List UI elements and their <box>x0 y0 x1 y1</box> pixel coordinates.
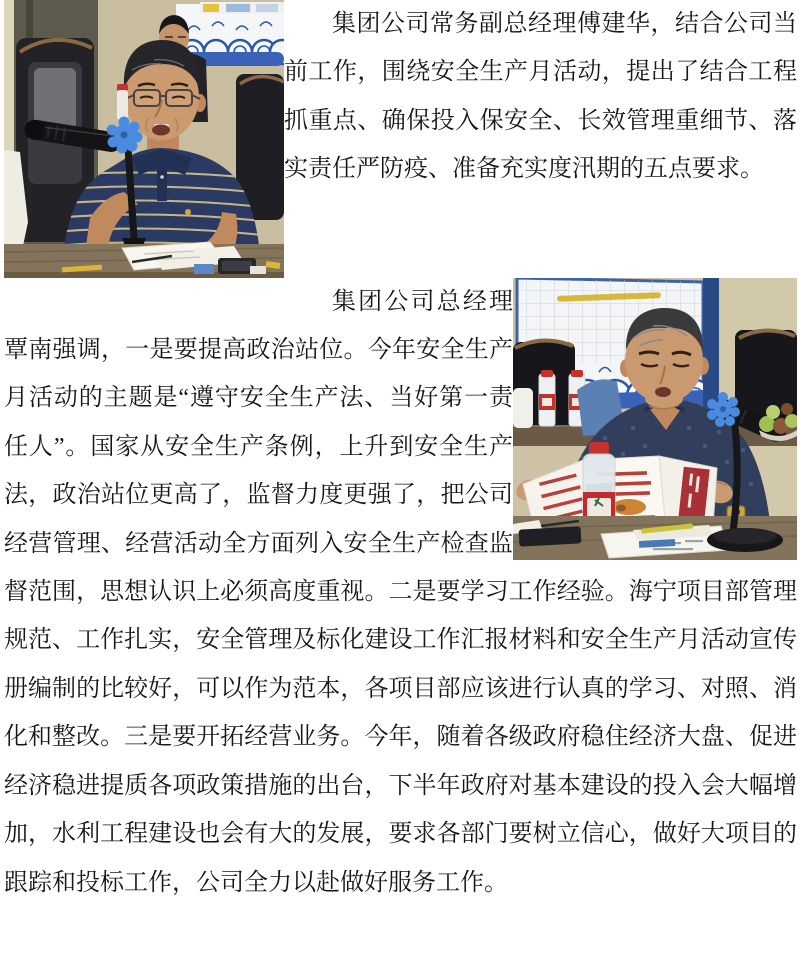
meeting-photo-2-image <box>513 278 797 560</box>
conference-desk <box>4 242 284 278</box>
meeting-photo-1-image <box>4 0 284 278</box>
kettle <box>513 388 533 428</box>
photo-speaker-1 <box>4 0 284 278</box>
paragraph-deputy-gm-remarks: 集团公司常务副总经理傅建华，结合公司当前工作，围绕安全生产月活动，提出了结合工程抓重点、确保投入保安全、长效管理重细节、落实责任严防疫、准备充实度汛期的五点要求。 <box>284 11 797 183</box>
photo-speaker-2 <box>513 278 797 560</box>
paragraph-gm-remarks: 集团公司总经理覃南强调，一是要提高政治站位。今年安全生产月活动的主题是“遵守安全生产法、当好第一责任人”。国家从安全生产条例，上升到安全生产法，政治站位更高了，监督力度更强了，把公司经营管理、经营活动全方面列入安全生产检查监督范围，思想认识上必须高度重视。二是要学习工作经验。海宁项目部管理规范、工作扎实，安全管理及标化建设工作汇报材料和安全生产月活动宣传册编制的比较好，可以作为范本，各项目部应该进行认真的学习、对照、消化和整改。三是要开拓经营业务。今年，随着各级政府稳住经济大盘、促进经济稳进提质各项政策措施的出台，下半年政府对基本建设的投入会大幅增加，水利工程建设也会有大的发展，要求各部门要树立信心，做好大项目的跟踪和投标工作，公司全力以赴做好服务工作。 <box>4 288 797 896</box>
